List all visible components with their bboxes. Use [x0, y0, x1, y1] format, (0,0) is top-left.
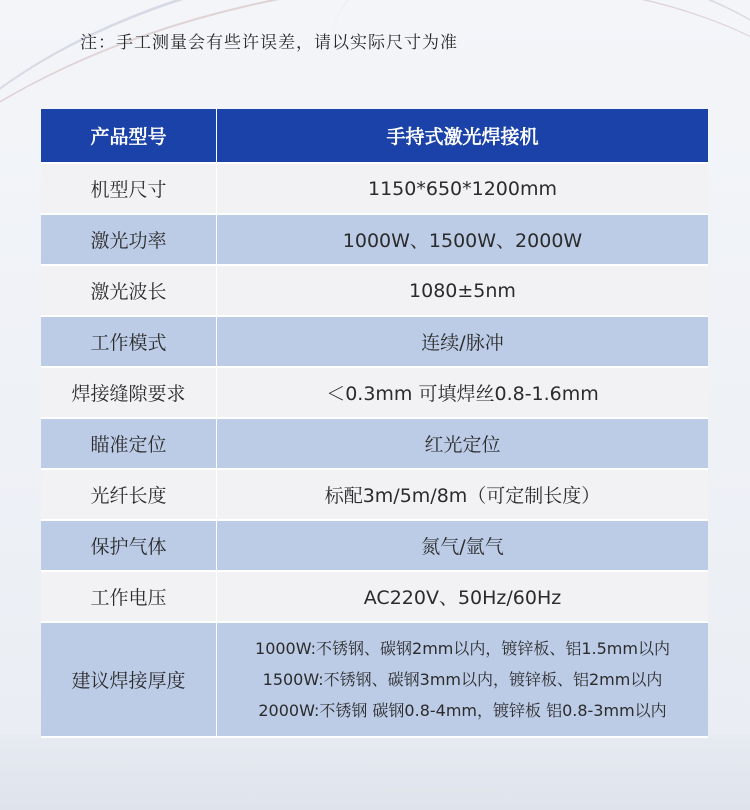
row-value: ＜0.3mm 可填焊丝0.8-1.6mm	[217, 368, 708, 419]
row-label: 工作模式	[41, 317, 217, 368]
table-row	[41, 521, 708, 572]
table-row	[41, 368, 708, 419]
spec-table	[41, 109, 708, 738]
table-row	[41, 419, 708, 470]
row-value: 连续/脉冲	[217, 317, 708, 368]
table-row	[41, 164, 708, 215]
row-label: 焊接缝隙要求	[41, 368, 217, 419]
table-row	[41, 215, 708, 266]
table-header-row	[41, 109, 708, 164]
header-label: 产品型号	[41, 109, 217, 164]
row-value: 1080±5nm	[217, 266, 708, 317]
row-value: 标配3m/5m/8m（可定制长度）	[217, 470, 708, 521]
row-label: 保护气体	[41, 521, 217, 572]
table-row	[41, 623, 708, 738]
header-value: 手持式激光焊接机	[217, 109, 708, 164]
bottom-band	[0, 735, 750, 810]
row-label: 工作电压	[41, 572, 217, 623]
row-label: 激光波长	[41, 266, 217, 317]
thickness-line: 1000W:不锈钢、碳钢2mm以内，镀锌板、铝1.5mm以内	[255, 639, 670, 658]
row-label: 瞄准定位	[41, 419, 217, 470]
thickness-line: 1500W:不锈钢、碳钢3mm以内，镀锌板、铝2mm以内	[262, 670, 663, 689]
row-label: 机型尺寸	[41, 164, 217, 215]
table-row	[41, 317, 708, 368]
row-value: 1150*650*1200mm	[217, 164, 708, 215]
row-value: 红光定位	[217, 419, 708, 470]
row-value: 1000W、1500W、2000W	[217, 215, 708, 266]
thickness-line: 2000W:不锈钢 碳钢0.8-4mm，镀锌板 铝0.8-3mm以内	[258, 701, 667, 720]
measurement-note: 注：手工测量会有些许误差，请以实际尺寸为准	[80, 33, 458, 53]
thickness-values	[217, 623, 708, 738]
table-row	[41, 572, 708, 623]
row-value: 氮气/氩气	[217, 521, 708, 572]
table-row	[41, 266, 708, 317]
row-label: 光纤长度	[41, 470, 217, 521]
row-label: 激光功率	[41, 215, 217, 266]
row-label: 建议焊接厚度	[41, 623, 217, 738]
row-value: AC220V、50Hz/60Hz	[217, 572, 708, 623]
table-row	[41, 470, 708, 521]
